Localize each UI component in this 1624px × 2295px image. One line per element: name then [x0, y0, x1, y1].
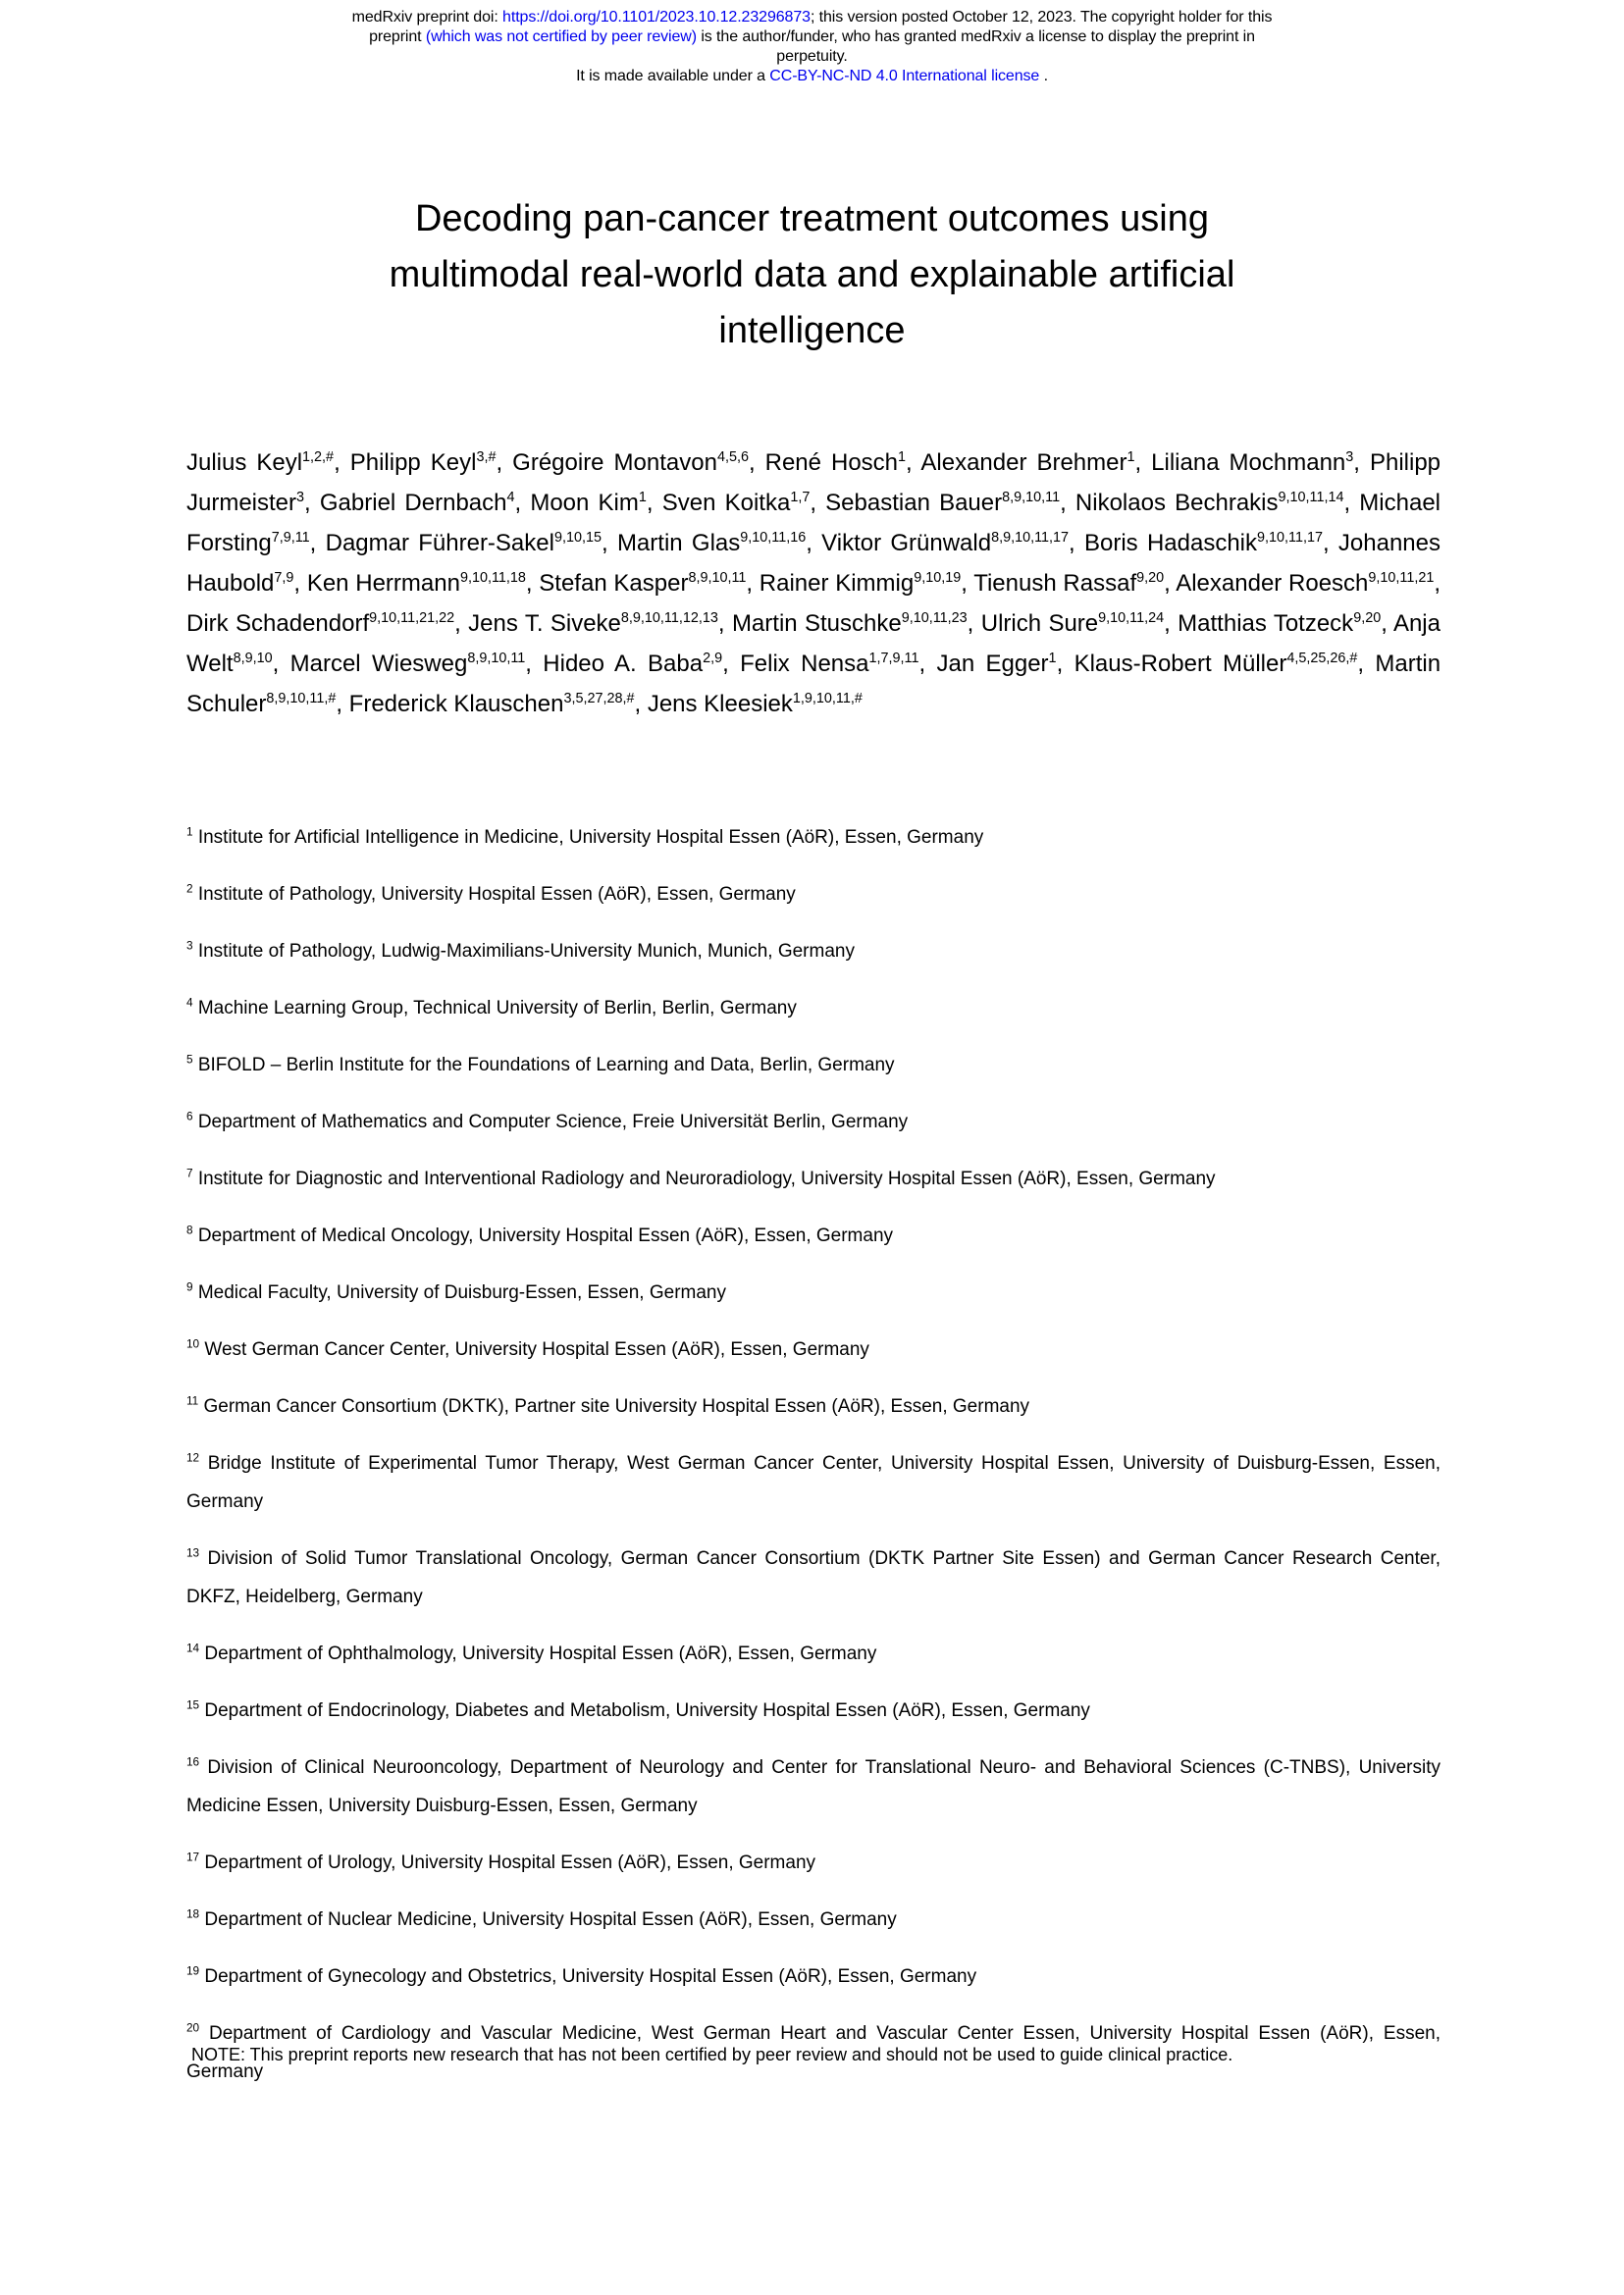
affiliation-number: 15 [186, 1698, 200, 1712]
affiliation-number: 6 [186, 1110, 193, 1123]
affiliation-number: 16 [186, 1755, 200, 1769]
author-name: Boris Hadaschik [1083, 530, 1257, 556]
author-superscript: 8,9,10,11,17 [991, 530, 1070, 546]
header-line-3 [0, 47, 1624, 67]
author-superscript: 9,10,19 [914, 570, 962, 586]
author-superscript: 3 [1345, 449, 1354, 465]
header-text: is the author/funder, who has granted medRxiv a license to display the preprint in [697, 28, 1255, 45]
author [1074, 651, 1358, 677]
author-superscript: 9,10,11,24 [1098, 610, 1165, 626]
title-line: Decoding pan-cancer treatment outcomes using [414, 198, 1209, 239]
affiliation-item: $^{12}$ Bridge Institute of Experimental Tumor Therapy, West German Cancer Center, University Hospital Essen, University of Duisburg-Essen, Essen, Germany [186, 1451, 1441, 1512]
author-superscript: 1 [1126, 449, 1135, 465]
doi-link[interactable]: https://doi.org/10.1101/2023.10.12.23296873 [502, 9, 811, 26]
author-name: Hideo A. Baba [543, 651, 704, 677]
author-superscript: 3,5,27,28,# [563, 691, 635, 706]
author-name: Ken Herrmann [306, 570, 460, 597]
author [1151, 449, 1353, 476]
author [512, 449, 749, 476]
author-name: Sven Koitka [661, 490, 791, 516]
affiliation-item: $^7$ Institute for Diagnostic and Interventional Radiology and Neuroradiology, University Hospital Essen (AöR), Essen, Germany [186, 1167, 1216, 1189]
title-line: multimodal real-world data and explainable artificial [389, 254, 1235, 295]
title-line: intelligence [718, 310, 906, 351]
author-name: Grégoire Montavon [512, 449, 717, 476]
footer-note: NOTE: This preprint reports new research that has not been certified by peer review and should not be used to guide clinical practice. [191, 2045, 1233, 2064]
author-superscript: 1 [1048, 651, 1057, 666]
author [825, 490, 1060, 516]
author-list: Julius Keyl$^{1,2,\#}$, Philipp Keyl$^{3,\#}$, Grégoire Montavon$^{4,5,6}$, René Hosch$^1$, Alexander Brehmer$^1$, Liliana Mochmann$^3$, Philipp Jurmeister$^3$, Gabriel Dernbach$^4$, Moon Kim$^1$, Sven Koitka$^{1,7}$, Sebastian Bauer$^{8,9,10,11}$, Nikolaos Bechrakis$^{9,10,11,14}$, Michael Forsting$^{7,9,11}$, Dagmar Führer-Sakel$^{9,10,15}$, Martin Glas$^{9,10,11,16}$, Viktor Grünwald$^{8,9,10,11,17}$, Boris Hadaschik$^{9,10,11,17}$, Johannes Haubold$^{7,9}$, Ken Herrmann$^{9,10,11,18}$, Stefan Kasper$^{8,9,10,11}$, Rainer Kimmig$^{9,10,19}$, Tienush Rassaf$^{9,20}$, Alexander Roesch$^{9,10,11,21}$, Dirk Schadendorf$^{9,10,11,21,22}$, Jens T. Siveke$^{8,9,10,11,12,13}$, Martin Stuschke$^{9,10,11,23}$, Ulrich Sure$^{9,10,11,24}$, Matthias Totzeck$^{9,20}$, Anja Welt$^{8,9,10}$, Marcel Wiesweg$^{8,9,10,11}$, Hideo A. Baba$^{2,9}$, Felix Nensa$^{1,7,9,11}$, Jan Egger$^1$, Klaus-Robert Müller$^{4,5,25,26,\#}$, Martin Schuler$^{8,9,10,11,\#}$, Frederick Klauschen$^{3,5,27,28,\#}$, Jens Kleesiek$^{1,9,10,11,\#}$ [186, 449, 1441, 717]
header-text: It is made available under a [576, 68, 770, 84]
author-name: Jens T. Siveke [468, 610, 621, 637]
author-superscript: 8,9,10 [233, 651, 273, 666]
author-superscript: 9,20 [1353, 610, 1382, 626]
header-text: ; this version posted October 12, 2023. The copyright holder for this [810, 9, 1273, 26]
author [981, 610, 1164, 637]
author-name: Johannes Haubold [186, 530, 1441, 597]
author-name: Viktor Grünwald [821, 530, 992, 556]
author-name: Gabriel Dernbach [319, 490, 507, 516]
author-name: Moon Kim [530, 490, 639, 516]
affiliation-number: 17 [186, 1851, 200, 1864]
author-superscript: 1,9,10,11,# [792, 691, 863, 706]
peer-review-link[interactable]: (which was not certified by peer review) [425, 28, 697, 45]
author-name: Jens Kleesiek [647, 691, 793, 717]
author-name: Michael Forsting [186, 490, 1441, 556]
author-name: Sebastian Bauer [825, 490, 1003, 516]
affiliation-number: 11 [186, 1394, 199, 1408]
author [936, 651, 1056, 677]
author-name: Klaus-Robert Müller [1074, 651, 1287, 677]
author-superscript: 8,9,10,11 [688, 570, 747, 586]
affiliation-number: 9 [186, 1280, 193, 1294]
affiliation-list [186, 818, 1441, 2110]
author [648, 691, 863, 717]
author-superscript: 9,10,11,21,22 [369, 610, 455, 626]
author-superscript: 9,20 [1136, 570, 1165, 586]
author [530, 490, 647, 516]
author [326, 530, 602, 556]
author-superscript: 9,10,11,16 [740, 530, 807, 546]
header-line-2 [0, 27, 1624, 47]
author-superscript: 7,9,11 [271, 530, 310, 546]
author-name: Rainer Kimmig [759, 570, 915, 597]
author-name: Alexander Roesch [1176, 570, 1369, 597]
author [765, 449, 906, 476]
affiliation-item: $^{16}$ Division of Clinical Neurooncology, Department of Neurology and Center for Translational Neuro- and Behavioral Sciences (C-TNBS), University Medicine Essen, University Duisburg-Essen, Essen, Germany [186, 1755, 1441, 1816]
affiliation-item: $^3$ Institute of Pathology, Ludwig-Maximilians-University Munich, Munich, Germany [186, 939, 855, 962]
affiliation-number: 1 [186, 825, 193, 839]
author [307, 570, 526, 597]
header-text: medRxiv preprint doi: [351, 9, 503, 26]
author [617, 530, 806, 556]
affiliation-item: $^2$ Institute of Pathology, University Hospital Essen (AöR), Essen, Germany [186, 882, 796, 905]
license-link[interactable]: CC-BY-NC-ND 4.0 International license [769, 68, 1040, 84]
author-superscript: 2,9 [703, 651, 723, 666]
author-name: Marcel Wiesweg [289, 651, 468, 677]
author-name: Martin Schuler [186, 651, 1441, 717]
author [350, 449, 497, 476]
affiliation-item: $^{15}$ Department of Endocrinology, Diabetes and Metabolism, University Hospital Essen (AöR), Essen, Germany [186, 1698, 1090, 1721]
affiliation-item: $^{19}$ Department of Gynecology and Obstetrics, University Hospital Essen (AöR), Essen, Germany [186, 1964, 977, 1987]
author-name: Felix Nensa [740, 651, 869, 677]
author-name: Dirk Schadendorf [186, 610, 370, 637]
header-line-4 [0, 67, 1624, 86]
affiliation-item: $^{18}$ Department of Nuclear Medicine, University Hospital Essen (AöR), Essen, Germany [186, 1907, 897, 1930]
author-name: Liliana Mochmann [1151, 449, 1346, 476]
author-superscript: 1,2,# [302, 449, 335, 465]
affiliation-number: 19 [186, 1964, 200, 1978]
author [1176, 570, 1434, 597]
affiliation-item: $^{17}$ Department of Urology, University Hospital Essen (AöR), Essen, Germany [186, 1851, 816, 1873]
header-text: preprint [369, 28, 426, 45]
author-superscript: 4 [506, 490, 515, 505]
affiliation-number: 13 [186, 1546, 200, 1560]
author-superscript: 3,# [476, 449, 497, 465]
author-name: Alexander Brehmer [920, 449, 1127, 476]
affiliation-item: $^{10}$ West German Cancer Center, University Hospital Essen (AöR), Essen, Germany [186, 1337, 869, 1360]
author-name: Tienush Rassaf [973, 570, 1137, 597]
author [1075, 490, 1344, 516]
author-name: Jan Egger [936, 651, 1049, 677]
header-text: perpetuity. [776, 48, 848, 65]
affiliation-item: $^{14}$ Department of Ophthalmology, University Hospital Essen (AöR), Essen, Germany [186, 1642, 877, 1664]
author [732, 610, 968, 637]
author-superscript: 4,5,6 [716, 449, 749, 465]
author-superscript: 3 [296, 490, 305, 505]
author-name: Martin Stuschke [731, 610, 902, 637]
author-superscript: 9,10,11,14 [1278, 490, 1344, 505]
author [186, 449, 334, 476]
author-superscript: 1,7 [790, 490, 811, 505]
affiliation-number: 7 [186, 1167, 193, 1180]
author-superscript: 9,10,11,21 [1368, 570, 1435, 586]
header-line-1 [0, 8, 1624, 27]
author [740, 651, 918, 677]
affiliation-number: 18 [186, 1907, 200, 1921]
preprint-header [0, 8, 1624, 86]
affiliation-number: 8 [186, 1224, 193, 1237]
author-name: Nikolaos Bechrakis [1074, 490, 1279, 516]
affiliation-item: $^1$ Institute for Artificial Intelligence in Medicine, University Hospital Essen (AöR), Essen, Germany [186, 825, 984, 848]
author-superscript: 8,9,10,11,12,13 [620, 610, 718, 626]
author-superscript: 1 [898, 449, 907, 465]
author [186, 610, 454, 637]
affiliation-item: $^5$ BIFOLD – Berlin Institute for the Foundations of Learning and Data, Berlin, Germany [186, 1053, 895, 1075]
author [1178, 610, 1381, 637]
affiliation-item: $^6$ Department of Mathematics and Computer Science, Freie Universität Berlin, Germany [186, 1110, 909, 1132]
author-name: Philipp Keyl [349, 449, 477, 476]
author-name: Ulrich Sure [980, 610, 1099, 637]
author-superscript: 8,9,10,11 [467, 651, 526, 666]
affiliation-number: 2 [186, 882, 193, 896]
header-text: . [1039, 68, 1048, 84]
author-superscript: 7,9 [274, 570, 294, 586]
author-name: Frederick Klauschen [348, 691, 564, 717]
affiliation-number: 12 [186, 1451, 200, 1465]
author [539, 570, 746, 597]
author [760, 570, 961, 597]
author-superscript: 1 [638, 490, 647, 505]
author [662, 490, 811, 516]
author-superscript: 4,5,25,26,# [1286, 651, 1358, 666]
author [349, 691, 635, 717]
affiliation-item: $^9$ Medical Faculty, University of Duisburg-Essen, Essen, Germany [186, 1280, 726, 1303]
affiliation-number: 14 [186, 1642, 200, 1655]
author [468, 610, 718, 637]
affiliation-number: 3 [186, 939, 193, 953]
author-superscript: 8,9,10,11,# [266, 691, 337, 706]
author-name: Anja Welt [186, 610, 1441, 677]
paper-title [118, 191, 1506, 359]
author-superscript: 9,10,11,23 [901, 610, 968, 626]
author [821, 530, 1069, 556]
author-name: René Hosch [764, 449, 899, 476]
author-name: Martin Glas [616, 530, 741, 556]
author-superscript: 9,10,11,18 [459, 570, 526, 586]
author [290, 651, 526, 677]
author-name: Matthias Totzeck [1178, 610, 1354, 637]
affiliation-item: $^{13}$ Division of Solid Tumor Translational Oncology, German Cancer Consortium (DKTK Partner Site Essen) and German Cancer Research Center, DKFZ, Heidelberg, Germany [186, 1546, 1441, 1607]
author-name: Dagmar Führer-Sakel [325, 530, 554, 556]
affiliation-item: $^4$ Machine Learning Group, Technical University of Berlin, Berlin, Germany [186, 996, 797, 1018]
author [973, 570, 1164, 597]
author [320, 490, 515, 516]
affiliation-item: $^8$ Department of Medical Oncology, University Hospital Essen (AöR), Essen, Germany [186, 1224, 894, 1246]
author [1084, 530, 1323, 556]
author-superscript: 9,10,11,17 [1257, 530, 1323, 546]
affiliation-item: $^{11}$ German Cancer Consortium (DKTK), Partner site University Hospital Essen (AöR), Essen, Germany [186, 1394, 1030, 1417]
author-name: Julius Keyl [186, 449, 303, 476]
author-name: Stefan Kasper [539, 570, 689, 597]
affiliation-number: 4 [186, 996, 193, 1010]
affiliation-item: $^{20}$ Department of Cardiology and Vascular Medicine, West German Heart and Vascular Center Essen, University Hospital Essen (AöR), Essen, Germany [186, 2021, 1441, 2082]
author-superscript: 9,10,15 [553, 530, 602, 546]
affiliation-number: 5 [186, 1053, 193, 1067]
author-superscript: 8,9,10,11 [1002, 490, 1061, 505]
affiliation-number: 10 [186, 1337, 200, 1351]
author [543, 651, 722, 677]
author [920, 449, 1134, 476]
author-name: Philipp Jurmeister [186, 449, 1441, 516]
author-superscript: 1,7,9,11 [868, 651, 919, 666]
affiliation-number: 20 [186, 2021, 200, 2035]
